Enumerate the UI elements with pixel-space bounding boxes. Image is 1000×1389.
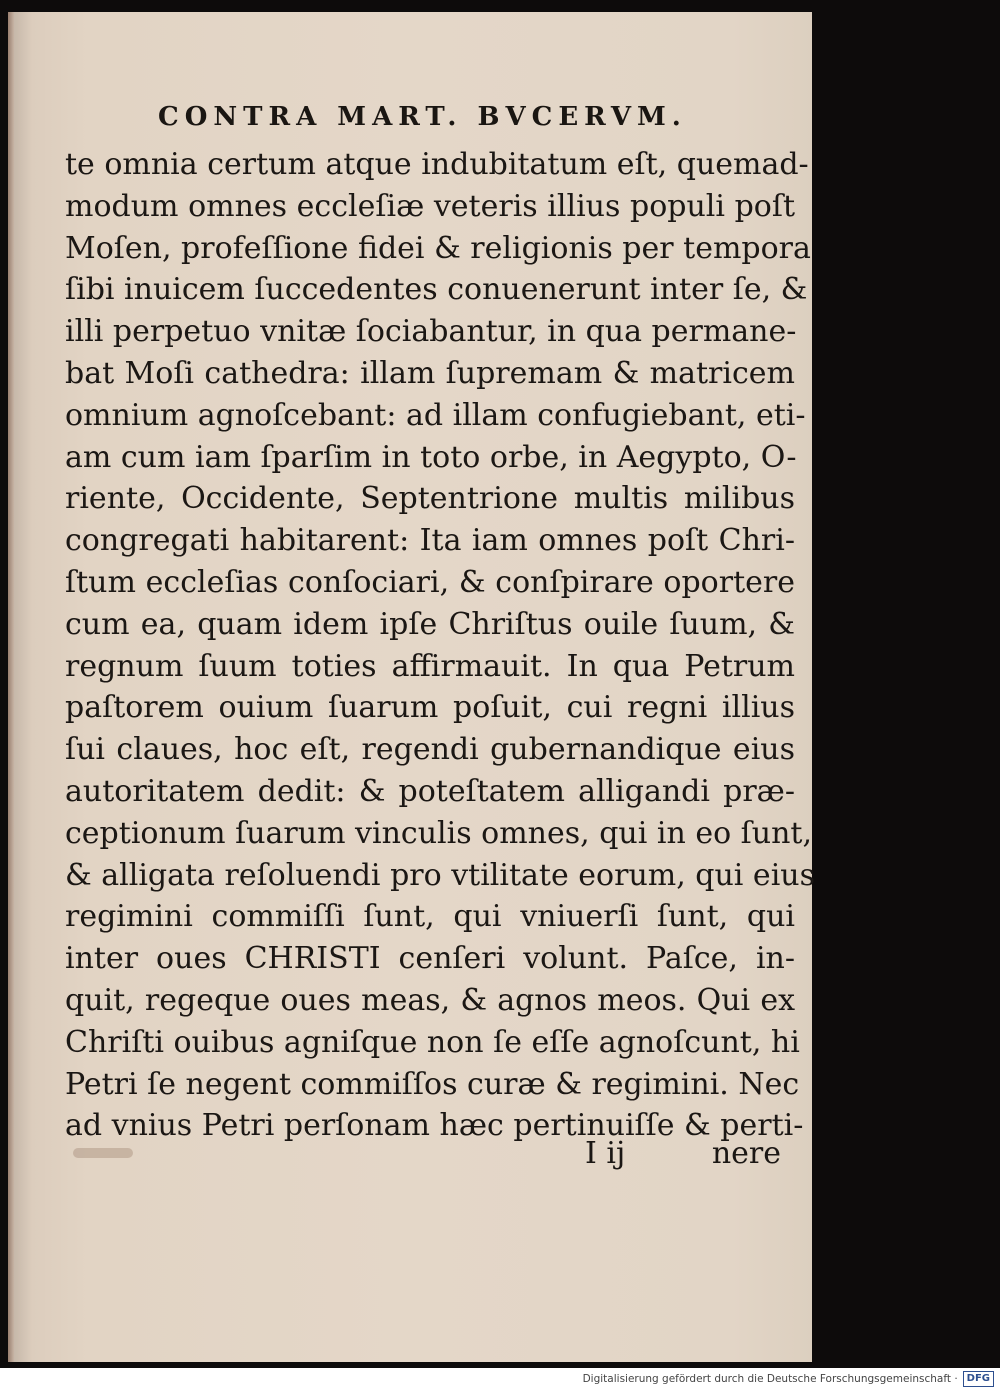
page-footer xyxy=(65,1132,795,1176)
text-line: ſtum eccleſias conſociari, & conſpirare oportere xyxy=(65,564,795,600)
text-line: omnium agnoſcebant: ad illam confugiebant, eti- xyxy=(65,397,806,433)
text-line: bat Moſi cathedra: illam ſupremam & matricem xyxy=(65,355,795,391)
text-line: ſibi inuicem ſuccedentes conuenerunt inter ſe, & xyxy=(65,272,808,308)
text-line: cum ea, quam idem ipſe Chriſtus ouile ſuum, & xyxy=(65,606,795,642)
ink-smudge xyxy=(73,1148,133,1158)
text-line: ad vnius Petri perſonam hæc pertinuiſſe & perti- xyxy=(65,1108,804,1144)
body-text xyxy=(65,144,815,1147)
catchword: nere xyxy=(711,1136,781,1171)
text-line: congregati habitarent: Ita iam omnes poſt Chri- xyxy=(65,523,795,559)
text-line: ſui claues, hoc eſt, regendi gubernandique eius xyxy=(65,732,795,768)
text-line: & alligata reſoluendi pro vtilitate eorum, qui eius xyxy=(65,857,815,893)
text-line: Moſen, profeſſione fidei & religionis per tempora xyxy=(65,230,811,266)
text-line: regnum ſuum toties affirmauit. In qua Petrum xyxy=(65,648,795,684)
running-head: CONTRA MART. BVCERVM. xyxy=(158,102,687,132)
text-line: illi perpetuo vnitæ ſociabantur, in qua permane- xyxy=(65,314,797,350)
dfg-logo: DFG xyxy=(963,1371,994,1387)
book-page xyxy=(8,12,815,1362)
text-line: modum omnes eccleſiæ veteris illius populi poſt xyxy=(65,188,795,224)
text-line: paſtorem ouium ſuarum poſuit, cui regni illius xyxy=(65,690,795,726)
digitization-credit xyxy=(583,1370,994,1388)
text-line: te omnia certum atque indubitatum eſt, quemad- xyxy=(65,147,809,182)
text-line: regimini commiſſi ſunt, qui vniuerſi ſunt, qui xyxy=(65,899,795,935)
text-line: am cum iam ſparſim in toto orbe, in Aegypto, O- xyxy=(65,439,797,475)
text-line: ceptionum ſuarum vinculis omnes, qui in eo ſunt, xyxy=(65,815,813,851)
text-line: inter oues CHRISTI cenſeri volunt. Paſce, in- xyxy=(65,941,795,977)
signature-mark: I ij xyxy=(585,1136,626,1171)
text-line: Petri ſe negent commiſſos curæ & regimini. Nec xyxy=(65,1066,800,1102)
credit-text: Digitalisierung gefördert durch die Deutsche Forschungsgemeinschaft · xyxy=(582,1373,958,1385)
page-binding-edge xyxy=(8,12,14,1362)
text-line: riente, Occidente, Septentrione multis milibus xyxy=(65,481,795,517)
text-line: quit, regeque oues meas, & agnos meos. Qui ex xyxy=(65,982,795,1018)
text-line: Chriſti ouibus agniſque non ſe eſſe agnoſcunt, hi xyxy=(65,1024,800,1060)
text-line: autoritatem dedit: & poteſtatem alligandi præ- xyxy=(65,773,795,809)
